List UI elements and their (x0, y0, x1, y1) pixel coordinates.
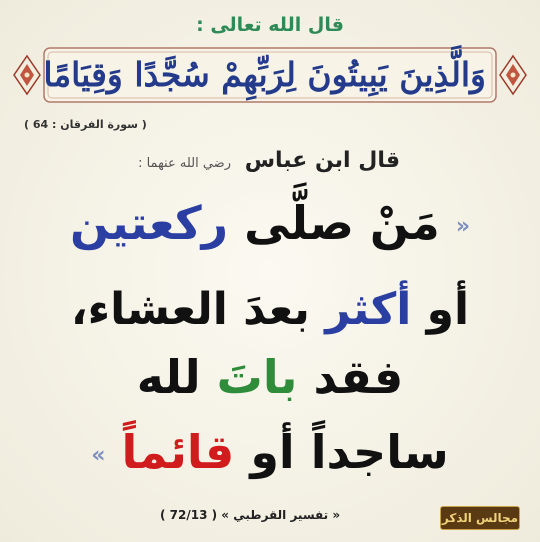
hadith-line1-part2: ركعتين (69, 196, 229, 250)
hadith-line3-part1: فقد (313, 350, 404, 404)
right-ornament-icon (496, 50, 530, 100)
brand-logo: مجالس الذكر (440, 506, 520, 530)
open-quote: « (455, 214, 471, 239)
hadith-line1-part1: مَنْ صلَّى (244, 196, 440, 250)
header-title: قال الله تعالى : (196, 14, 344, 36)
surah-reference: ( سورة الفرقان : 64 ) (24, 118, 147, 131)
hadith-line4-part1: ساجداً (310, 425, 449, 479)
narrator-name: قال ابن عباس (244, 148, 400, 173)
hadith-line-3 (0, 350, 540, 404)
hadith-line2-part3: بعدَ العشاء، (70, 284, 310, 335)
narrator-line (140, 148, 400, 173)
hadith-line2-part1: أو (426, 284, 470, 335)
verse-banner (4, 44, 536, 106)
hadith-line-2 (0, 284, 540, 335)
hadith-line3-part2: باتَ (216, 350, 298, 404)
hadith-line-1 (0, 196, 540, 250)
quran-verse: وَالَّذِينَ يَبِيتُونَ لِرَبِّهِمْ سُجَّدًا وَقِيَامًا (43, 55, 486, 94)
narrator-honorific: رضي الله عنهما : (138, 156, 232, 171)
hadith-line2-part2: أكثر (325, 284, 412, 335)
left-ornament-icon (10, 50, 44, 100)
hadith-line-4 (0, 425, 540, 479)
hadith-line4-part2: أو (250, 425, 295, 479)
hadith-line4-part3: قائماً (121, 425, 235, 479)
close-quote: » (91, 443, 106, 468)
hadith-line3-part3: لله (136, 350, 201, 404)
citation: « تفسير القرطبي » ( 72/13 ) (160, 508, 341, 522)
